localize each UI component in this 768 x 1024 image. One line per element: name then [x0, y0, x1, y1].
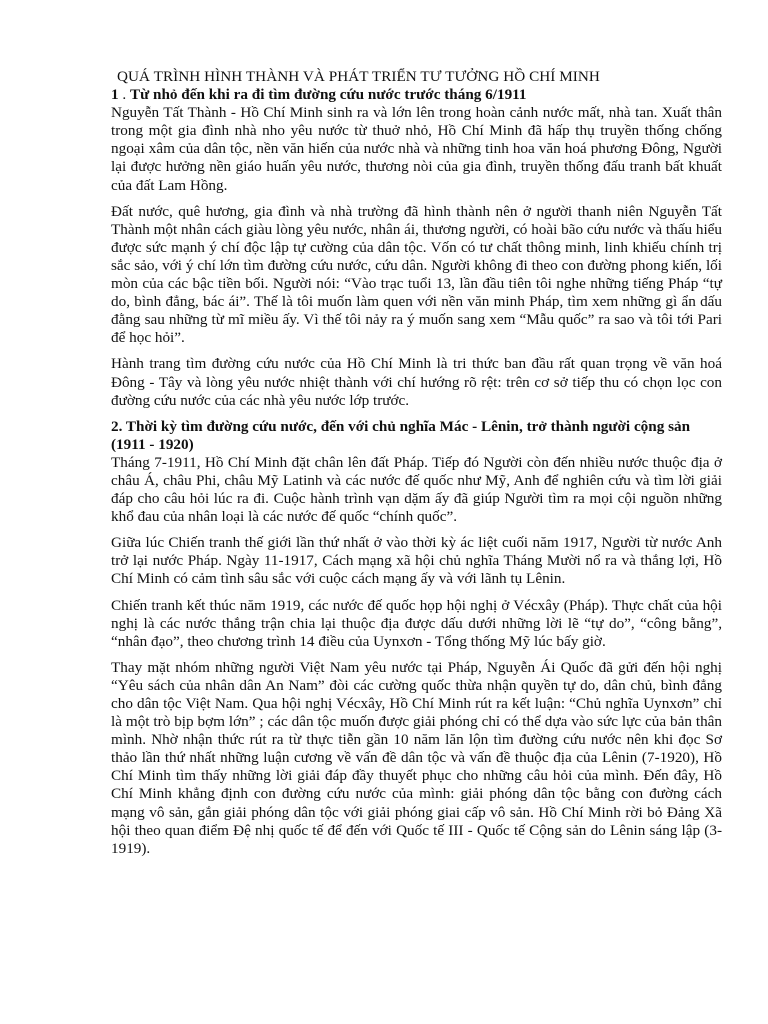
- section-1-heading: [111, 86, 722, 104]
- section-2: [111, 418, 722, 858]
- paragraph: Nguyễn Tất Thành - Hồ Chí Minh sinh ra và lớn lên trong hoàn cảnh nước mất, nhà tan. Xuất thân trong một gia đình nhà nho yêu nước từ thuở nhỏ, Hồ Chí Minh đã hấp thụ truyền thống chống ngoại xâm của dân tộc, nền văn hiến của nước nhà và những tinh hoa văn hoá phương Đông, Người lại được hưởng nền giáo huấn yêu nước, thương nòi của gia đình, truyền thống đấu tranh bất khuất của đất Lam Hồng.: [111, 104, 722, 194]
- paragraph: Hành trang tìm đường cứu nước của Hồ Chí Minh là tri thức ban đầu rất quan trọng về văn hoá Đông - Tây và lòng yêu nước nhiệt thành với chí hướng rõ rệt: trên cơ sở tiếp thu có chọn lọc con đường cứu nước của các nhà yêu nước lớp trước.: [111, 355, 722, 409]
- paragraph: Chiến tranh kết thúc năm 1919, các nước đế quốc họp hội nghị ở Vécxây (Pháp). Thực chất của hội nghị là các nước thắng trận chia lại thuộc địa được dấu dưới những lời lẽ “tự do”, “công bằng”, “nhân đạo”, theo chương trình 14 điều của Uynxơn - Tổng thống Mỹ lúc bấy giờ.: [111, 596, 722, 650]
- section-1: [111, 86, 722, 410]
- paragraph: Đất nước, quê hương, gia đình và nhà trường đã hình thành nên ở người thanh niên Nguyễn Tất Thành một nhân cách giàu lòng yêu nước, nhân ái, thương người, có hoài bão cứu nước và thấu hiểu được sức mạnh ý chí độc lập tự cường của dân tộc. Vốn có tư chất thông minh, linh khiếu chính trị sắc sảo, với ý chí lớn tìm đường cứu nước, cứu dân. Người không đi theo con đường phong kiến, lối mòn của các bậc tiền bối. Người nói: “Vào trạc tuổi 13, lần đầu tiên tôi nghe những tiếng Pháp “tự do, bình đẳng, bác ái”. Thế là tôi muốn làm quen với nền văn minh Pháp, tìm xem những gì ẩn dấu đằng sau những từ mĩ miều ấy. Vì thế tôi nảy ra ý muốn sang xem “Mẫu quốc” ra sao và tôi tới Pari để học hỏi”.: [111, 202, 722, 347]
- paragraph: Tháng 7-1911, Hồ Chí Minh đặt chân lên đất Pháp. Tiếp đó Người còn đến nhiều nước thuộc địa ở châu Á, châu Phi, châu Mỹ Latinh và các nước đế quốc như Mỹ, Anh để nghiên cứu và tìm lời giải đáp cho câu hỏi lúc ra đi. Cuộc hành trình vạn dặm ấy đã giúp Người tìm ra mọi cội nguồn những khổ đau của nhân loại là các nước đế quốc “chính quốc”.: [111, 453, 722, 526]
- section-2-heading: 2. Thời kỳ tìm đường cứu nước, đến với chủ nghĩa Mác - Lênin, trở thành người cộng sản (1911 - 1920): [111, 417, 691, 453]
- document-title: QUÁ TRÌNH HÌNH THÀNH VÀ PHÁT TRIỂN TƯ TƯỞNG HỒ CHÍ MINH: [117, 68, 600, 85]
- paragraph: Thay mặt nhóm những người Việt Nam yêu nước tại Pháp, Nguyễn Ái Quốc đã gửi đến hội nghị “Yêu sách của nhân dân An Nam” đòi các cường quốc thừa nhận quyền tự do, dân chủ, bình đẳng cho dân tộc Việt Nam. Qua hội nghị Vécxây, Hồ Chí Minh rút ra kết luận: “Chủ nghĩa Uynxơn” chỉ là một trò bịp bợm lớn” ; các dân tộc muốn được giải phóng chỉ có thể dựa vào sức lực của bản thân mình. Nhờ nhận thức rút ra từ thực tiễn gần 10 năm lăn lộn tìm đường cứu nước nên khi đọc Sơ thảo lần thứ nhất những luận cương về vấn đề dân tộc và vấn đề thuộc địa của Lênin (7-1920), Hồ Chí Minh tìm thấy những lời giải đáp đầy thuyết phục cho những câu hỏi của mình. Đến đây, Hồ Chí Minh khẳng định con đường cứu nước của mình: giải phóng dân tộc bằng con đường cách mạng vô sản, gắn giải phóng dân tộc với giải phóng giai cấp vô sản. Hồ Chí Minh rời bỏ Đảng Xã hội theo quan điểm Đệ nhị quốc tế để đến với Quốc tế III - Quốc tế Cộng sản do Lênin sáng lập (3-1919).: [111, 658, 722, 857]
- document-page: [111, 68, 722, 866]
- section-1-heading-text: Từ nhỏ đến khi ra đi tìm đường cứu nước trước tháng 6/1911: [129, 86, 527, 104]
- section-1-number: 1: [111, 86, 119, 104]
- paragraph: Giữa lúc Chiến tranh thế giới lần thứ nhất ở vào thời kỳ ác liệt cuối năm 1917, Người từ nước Anh trở lại nước Pháp. Ngày 11-1917, Cách mạng xã hội chủ nghĩa Tháng Mười nổ ra và thắng lợi, Hồ Chí Minh có cảm tình sâu sắc với cuộc cách mạng ấy và với lãnh tụ Lênin.: [111, 534, 722, 588]
- section-1-separator: .: [118, 86, 130, 104]
